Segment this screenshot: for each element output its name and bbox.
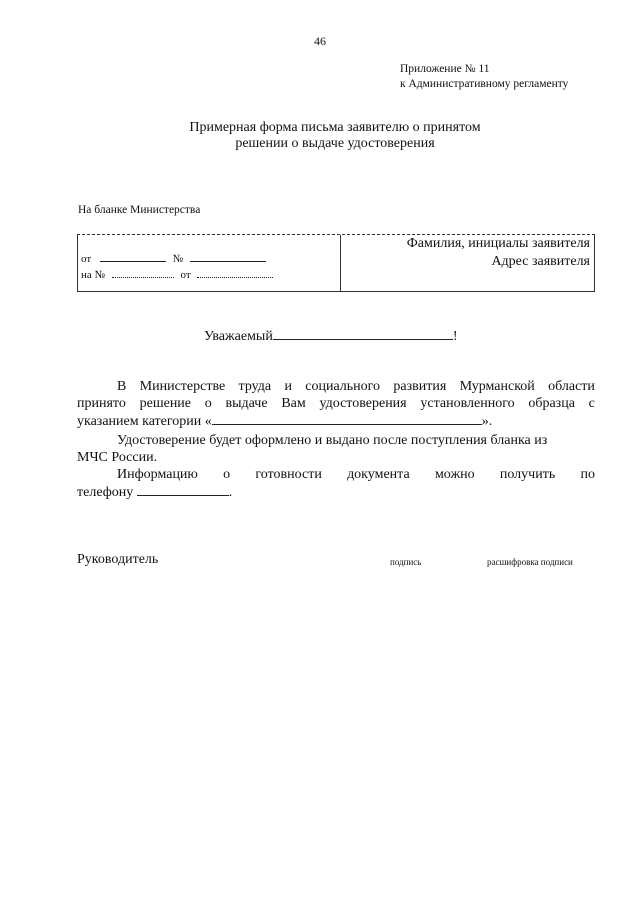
date-blank bbox=[100, 252, 166, 262]
category-prefix: указанием категории « bbox=[77, 414, 212, 429]
word: Мурманской bbox=[459, 379, 535, 394]
category-blank bbox=[212, 412, 482, 425]
word: получить bbox=[499, 467, 556, 482]
ref-from-label: от bbox=[180, 269, 191, 281]
salutation-blank bbox=[273, 327, 453, 340]
salutation bbox=[204, 327, 458, 345]
word: готовности bbox=[255, 467, 322, 482]
word: с bbox=[588, 396, 595, 411]
title-line-1: Примерная форма письма заявителю о принятом bbox=[189, 120, 481, 135]
signature-role: Руководитель bbox=[77, 552, 159, 567]
document-title bbox=[0, 120, 640, 152]
applicant-address: Адрес заявителя bbox=[491, 254, 590, 269]
word: Министерстве bbox=[139, 379, 226, 394]
outgoing-number-line bbox=[81, 252, 266, 265]
from-label: от bbox=[81, 253, 92, 265]
word: выдаче bbox=[225, 396, 268, 411]
word: и bbox=[284, 379, 292, 394]
word: по bbox=[580, 467, 595, 482]
header-table bbox=[77, 234, 595, 292]
ref-date-blank bbox=[197, 268, 273, 278]
ref-label: на № bbox=[81, 269, 106, 281]
phone-end: . bbox=[228, 485, 233, 500]
word: установленного bbox=[420, 396, 515, 411]
word: В bbox=[117, 379, 127, 394]
word: труда bbox=[238, 379, 272, 394]
number-label: № bbox=[172, 253, 184, 265]
applicant-name: Фамилия, инициалы заявителя bbox=[406, 236, 590, 251]
title-line-2: решении о выдаче удостоверения bbox=[235, 136, 435, 151]
appendix-line-1: Приложение № 11 bbox=[400, 63, 490, 75]
paragraph-2 bbox=[77, 432, 595, 466]
p2-line-1: Удостоверение будет оформлено и выдано после поступления бланка из bbox=[117, 433, 548, 448]
signature-label: подпись bbox=[390, 557, 422, 567]
word: социального bbox=[305, 379, 381, 394]
p1-line-1 bbox=[77, 378, 595, 395]
word: можно bbox=[434, 467, 475, 482]
phone-blank bbox=[137, 483, 229, 496]
word: Информацию bbox=[117, 467, 198, 482]
word: решение bbox=[139, 396, 192, 411]
letterhead-note: На бланке Министерства bbox=[78, 204, 201, 216]
salutation-end: ! bbox=[452, 329, 458, 344]
word: развития bbox=[393, 379, 447, 394]
paragraph-3 bbox=[77, 466, 595, 501]
salutation-word: Уважаемый bbox=[204, 329, 273, 344]
word: образца bbox=[528, 396, 575, 411]
appendix-header bbox=[400, 62, 568, 92]
category-suffix: ». bbox=[481, 414, 493, 429]
p3-line-1 bbox=[77, 466, 595, 483]
number-blank bbox=[190, 252, 266, 262]
p3-line-2 bbox=[77, 483, 595, 501]
p1-line-3 bbox=[77, 412, 595, 430]
word: Вам bbox=[281, 396, 306, 411]
word: о bbox=[223, 467, 231, 482]
word: документа bbox=[347, 467, 410, 482]
word: принято bbox=[77, 396, 126, 411]
paragraph-1 bbox=[77, 378, 595, 430]
p2-line-2: МЧС России. bbox=[77, 450, 158, 465]
word: о bbox=[204, 396, 212, 411]
page-number: 46 bbox=[314, 34, 326, 48]
signature-decode-label: расшифровка подписи bbox=[487, 557, 573, 567]
p1-line-2 bbox=[77, 395, 595, 412]
ref-number-blank bbox=[112, 268, 174, 278]
reference-line bbox=[81, 268, 273, 281]
table-divider bbox=[340, 235, 341, 291]
appendix-line-2: к Административному регламенту bbox=[400, 78, 569, 90]
phone-label: телефону bbox=[77, 485, 134, 500]
word: удостоверения bbox=[319, 396, 407, 411]
word: области bbox=[548, 379, 595, 394]
